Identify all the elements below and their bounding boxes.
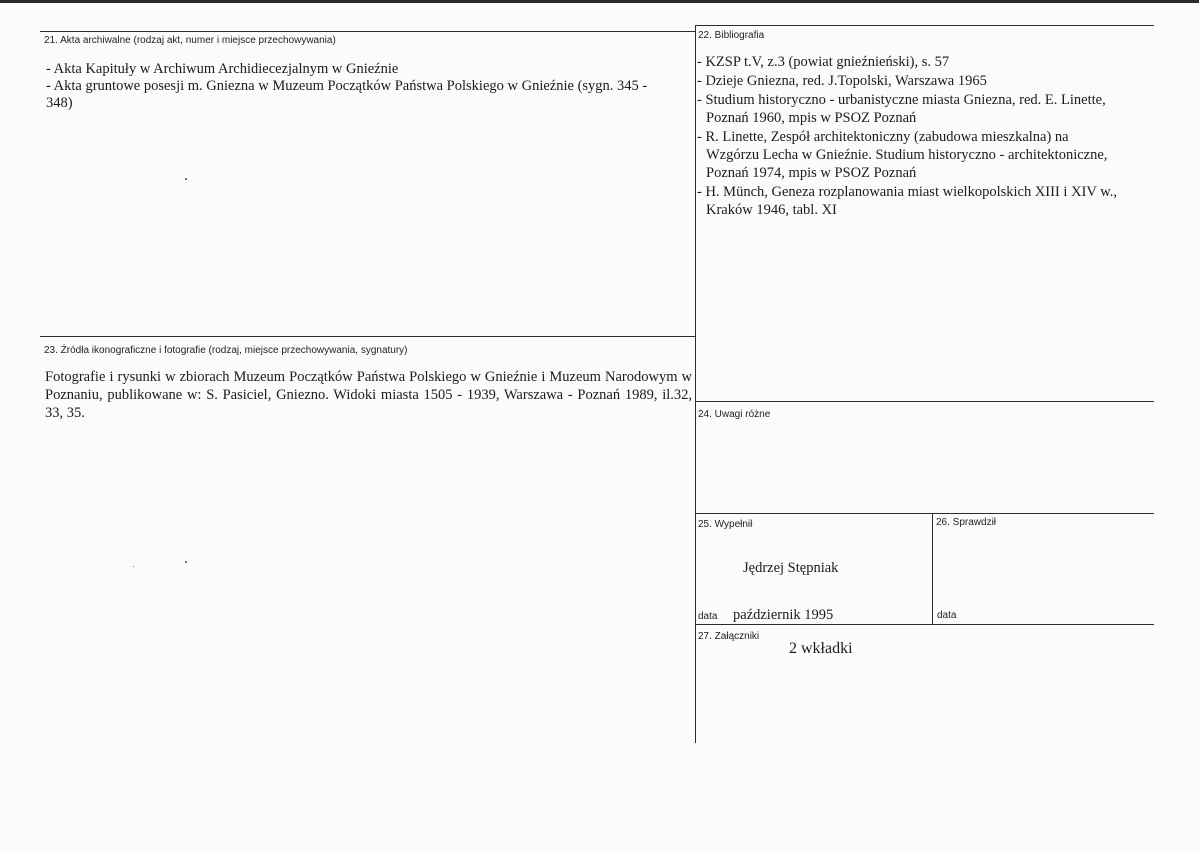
bibliography-line: - R. Linette, Zespół architektoniczny (zabudowa mieszkalna) na xyxy=(697,129,1069,145)
iconographic-sources-text: Fotografie i rysunki w zbiorach Muzeum Początków Państwa Polskiego w Gnieźnie i Muzeum Narodowym w Poznaniu, publikowane w: S. Pasiciel, Gniezno. Widoki miasta 1505 - 1939, Warszawa - Poznań 1989, il.32, 33, 35. xyxy=(45,369,692,421)
checked-by-label: 26. Sprawdził xyxy=(936,517,997,528)
scan-speck xyxy=(185,178,187,180)
archival-line: - Akta Kapituły w Archiwum Archidiecezjalnym w Gnieźnie xyxy=(46,61,399,77)
rule-section-23 xyxy=(40,336,695,337)
attachments-value: 2 wkładki xyxy=(789,640,853,657)
filled-by-label: 25. Wypełnił xyxy=(698,519,753,530)
filled-by-date: październik 1995 xyxy=(733,607,834,623)
bibliography-label: 22. Bibliografia xyxy=(698,30,765,41)
divider-25-26 xyxy=(932,513,933,624)
bibliography-line: - Studium historyczno - urbanistyczne miasta Gniezna, red. E. Linette, xyxy=(697,92,1106,108)
bibliography-line: - Dzieje Gniezna, red. J.Topolski, Warszawa 1965 xyxy=(697,73,987,89)
bibliography-line: Kraków 1946, tabl. XI xyxy=(706,202,837,218)
rule-section-25 xyxy=(695,513,1154,514)
archival-line: 348) xyxy=(46,95,73,111)
top-edge-border xyxy=(0,0,1199,3)
attachments-label: 27. Załączniki xyxy=(698,631,760,642)
rule-section-24 xyxy=(695,401,1154,402)
filled-by-name: Jędrzej Stępniak xyxy=(743,560,839,576)
top-rule-right xyxy=(695,25,1154,26)
rule-section-27 xyxy=(695,624,1154,625)
bibliography-line: - KZSP t.V, z.3 (powiat gnieźnieński), s. 57 xyxy=(697,54,950,70)
iconographic-sources-label: 23. Źródła ikonograficzne i fotografie (rodzaj, miejsce przechowywania, sygnatury) xyxy=(44,345,408,356)
archival-records-label: 21. Akta archiwalne (rodzaj akt, numer i miejsce przechowywania) xyxy=(44,35,336,46)
bibliography-line: - H. Münch, Geneza rozplanowania miast wielkopolskich XIII i XIV w., xyxy=(697,184,1117,200)
remarks-label: 24. Uwagi różne xyxy=(698,409,771,420)
bibliography-line: Poznań 1974, mpis w PSOZ Poznań xyxy=(706,165,917,181)
scan-speck xyxy=(133,566,134,567)
scan-speck xyxy=(185,561,187,563)
checked-by-date-label: data xyxy=(937,610,957,621)
bibliography-line: Poznań 1960, mpis w PSOZ Poznań xyxy=(706,110,917,126)
top-rule-left xyxy=(40,31,695,32)
bibliography-line: Wzgórzu Lecha w Gnieźnie. Studium historyczno - architektoniczne, xyxy=(706,147,1108,163)
filled-by-date-label: data xyxy=(698,611,718,622)
center-divider xyxy=(695,25,696,743)
archival-line: - Akta gruntowe posesji m. Gniezna w Muzeum Początków Państwa Polskiego w Gnieźnie (sygn. 345 - xyxy=(46,78,648,94)
